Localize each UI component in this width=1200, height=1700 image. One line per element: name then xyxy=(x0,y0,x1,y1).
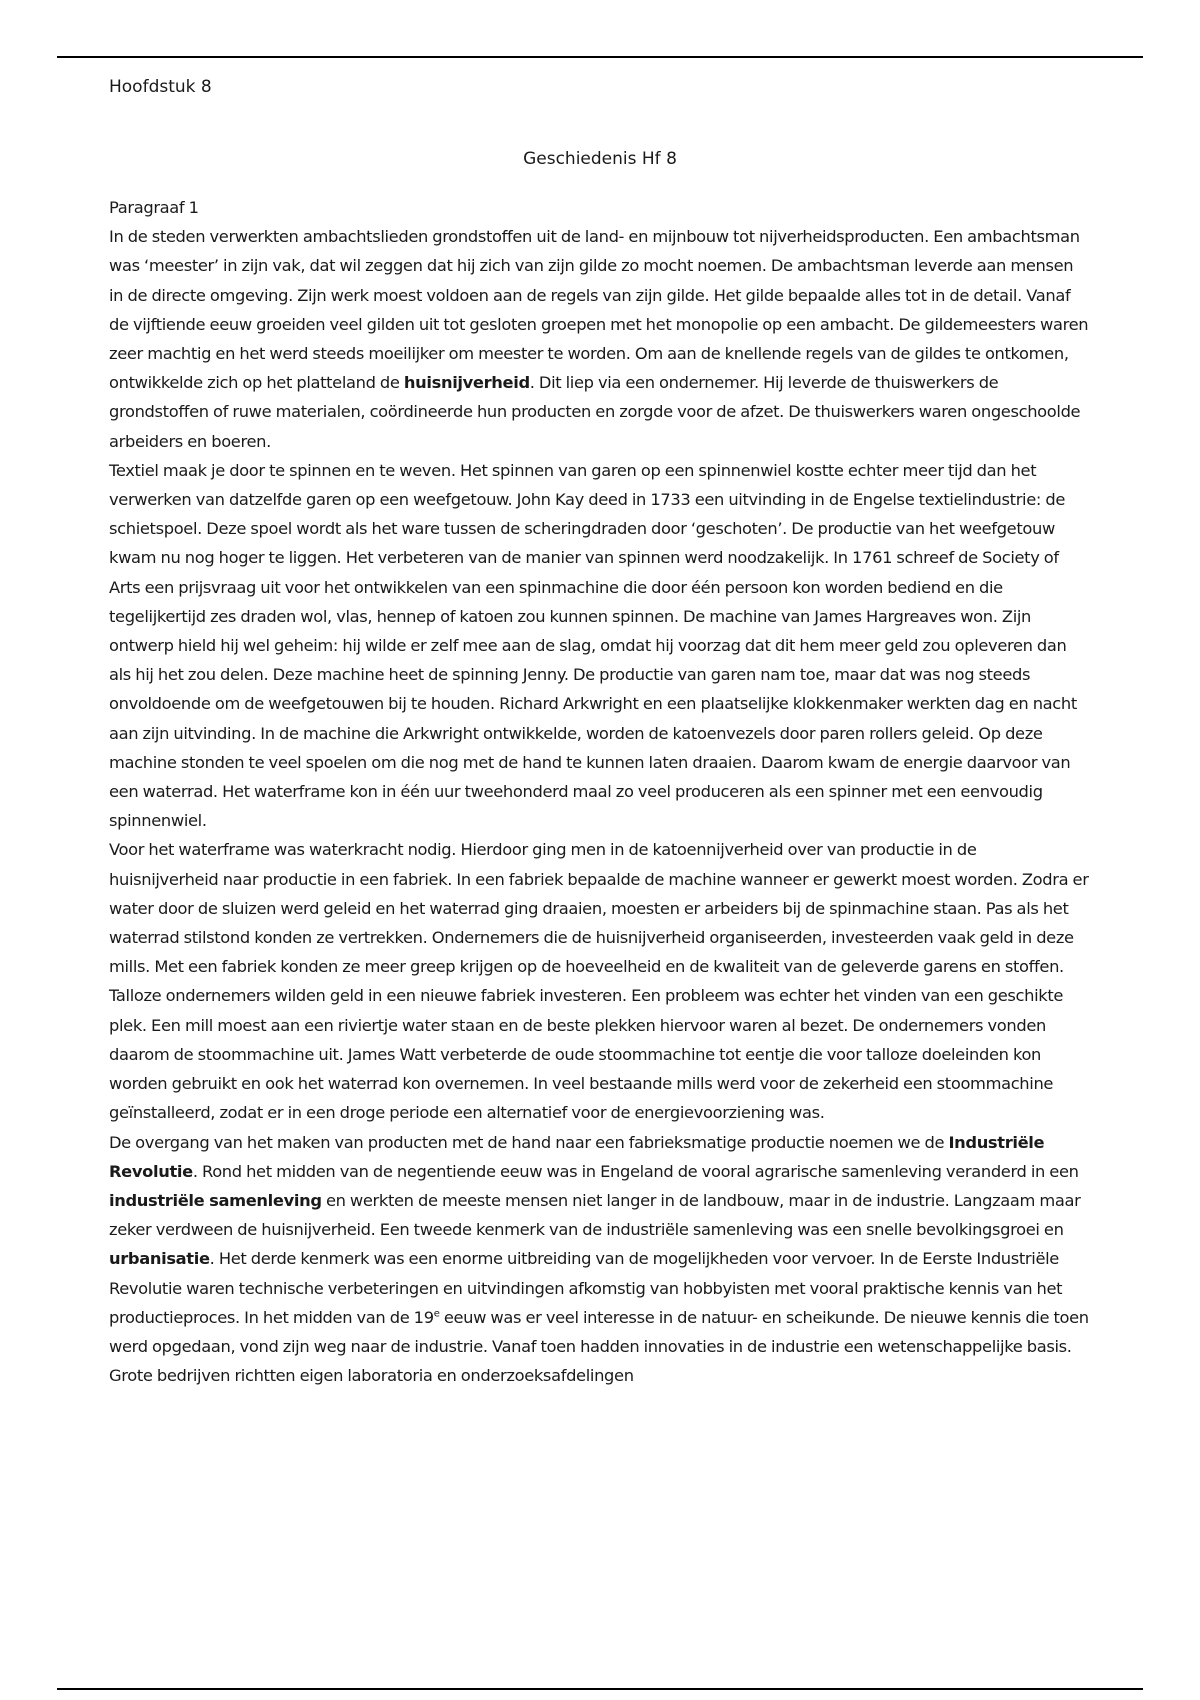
paragraph-4 xyxy=(109,1128,1089,1391)
paragraph-4-text-b: . Rond het midden van de negentiende eeuw was in Engeland de vooral agrarische samenleving veranderd in een xyxy=(192,1161,1079,1181)
ordinal-superscript: e xyxy=(433,1308,440,1320)
term-industriele-samenleving: industriële samenleving xyxy=(109,1190,322,1210)
paragraph-2: Textiel maak je door te spinnen en te weven. Het spinnen van garen op een spinnenwiel kostte echter meer tijd dan het verwerken van datzelfde garen op een weefgetouw. John Kay deed in 1733 een uitvinding in de Engelse textielindustrie: de schietspoel. Deze spoel wordt als het ware tussen de scheringdraden door ‘geschoten’. De productie van het weefgetouw kwam nu nog hoger te liggen. Het verbeteren van de manier van spinnen werd noodzakelijk. In 1761 schreef de Society of Arts een prijsvraag uit voor het ontwikkelen van een spinmachine die door één persoon kon worden bediend en die tegelijkertijd zes draden wol, vlas, hennep of katoen zou kunnen spinnen. De machine van James Hargreaves won. Zijn ontwerp hield hij wel geheim: hij wilde er zelf mee aan de slag, omdat hij voorzag dat dit hem meer geld zou opleveren dan als hij het zou delen. Deze machine heet de spinning Jenny. De productie van garen nam toe, maar dat was nog steeds onvoldoende om de weefgetouwen bij te houden. Richard Arkwright en een plaatselijke klokkenmaker werkten dag en nacht aan zijn uitvinding. In de machine die Arkwright ontwikkelde, worden de katoenvezels door paren rollers geleid. Op deze machine stonden te veel spoelen om die nog met de hand te kunnen laten draaien. Daarom kwam de energie daarvoor van een waterrad. Het waterframe kon in één uur tweehonderd maal zo veel produceren als een spinner met een eenvoudig spinnenwiel. xyxy=(109,460,1077,831)
paragraph-4-text-a: De overgang van het maken van producten met de hand naar een fabrieksmatige productie noemen we de xyxy=(109,1132,949,1152)
chapter-label: Hoofdstuk 8 xyxy=(109,77,212,97)
term-huisnijverheid: huisnijverheid xyxy=(403,373,530,393)
paragraph-3: Voor het waterframe was waterkracht nodig. Hierdoor ging men in de katoennijverheid over van productie in de huisnijverheid naar productie in een fabriek. In een fabriek bepaalde de machine wanneer er gewerkt moest worden. Zodra er water door de sluizen werd geleid en het waterrad ging draaien, moesten er arbeiders bij de spinmachine staan. Pas als het waterrad stilstond konden ze vertrekken. Ondernemers die de huisnijverheid organiseerden, investeerden vaak geld in deze mills. Met een fabriek konden ze meer greep krijgen op de hoeveelheid en de kwaliteit van de geleverde garens en stoffen. Talloze ondernemers wilden geld in een nieuwe fabriek investeren. Een probleem was echter het vinden van een geschikte plek. Een mill moest aan een riviertje water staan en de beste plekken hiervoor waren al bezet. De ondernemers vonden daarom de stoommachine uit. James Watt verbeterde de oude stoommachine tot eentje die voor talloze doeleinden kon worden gebruikt en ook het waterrad kon overnemen. In veel bestaande mills werd voor de zekerheid een stoommachine geïnstalleerd, zodat er in een droge periode een alternatief voor de energievoorziening was. xyxy=(109,840,1089,1123)
section-heading: Paragraaf 1 xyxy=(109,198,199,217)
paragraph-1 xyxy=(109,222,1089,456)
paragraph-4-text-c: en werkten de meeste mensen niet langer in de landbouw, maar in de industrie. Langzaam maar zeker verdween de huisnijverheid. Een tweede kenmerk van de industriële samenleving was een snelle bevolkingsgroei en xyxy=(109,1190,1081,1240)
paragraph-1-text-b: . Dit liep via een ondernemer. Hij leverde de thuiswerkers de grondstoffen of ruwe materialen, coördineerde hun producten en zorgde voor de afzet. De thuiswerkers waren ongeschoolde arbeiders en boeren. xyxy=(109,373,1081,451)
paragraph-4-text-d: . Het derde kenmerk was een enorme uitbreiding van de mogelijkheden voor vervoer. In de Eerste Industriële Revolutie waren technische verbeteringen en uitvindingen afkomstig van hobbyisten met vooral praktische kennis van het productieproces. In het midden van de 19 xyxy=(109,1249,1063,1327)
paragraph-4-text-e: eeuw was er veel interesse in de natuur- en scheikunde. De nieuwe kennis die toen werd opgedaan, vond zijn weg naar de industrie. Vanaf toen hadden innovaties in de industrie een wetenschappelijke basis. Grote bedrijven richtten eigen laboratoria en onderzoeksafdelingen xyxy=(109,1307,1089,1386)
footer-rule xyxy=(57,1688,1143,1690)
term-urbanisatie: urbanisatie xyxy=(109,1249,210,1269)
header-rule xyxy=(57,56,1143,58)
term-industriele-revolutie: Industriële Revolutie xyxy=(109,1132,1045,1181)
document-body xyxy=(109,193,1089,1390)
document-title: Geschiedenis Hf 8 xyxy=(523,149,677,169)
paragraph-1-text-a: In de steden verwerkten ambachtslieden grondstoffen uit de land- en mijnbouw tot nijverheidsproducten. Een ambachtsman was ‘meester’ in zijn vak, dat wil zeggen dat hij zich van zijn gilde zo mocht noemen. De ambachtsman leverde aan mensen in de directe omgeving. Zijn werk moest voldoen aan de regels van zijn gilde. Het gilde bepaalde alles tot in de detail. Vanaf de vijftiende eeuw groeiden veel gilden uit tot gesloten groepen met het monopolie op een ambacht. De gildemeesters waren zeer machtig en het werd steeds moeilijker om meester te worden. Om aan de knellende regels van de gildes te ontkomen, ontwikkelde zich op het platteland de xyxy=(109,227,1089,393)
